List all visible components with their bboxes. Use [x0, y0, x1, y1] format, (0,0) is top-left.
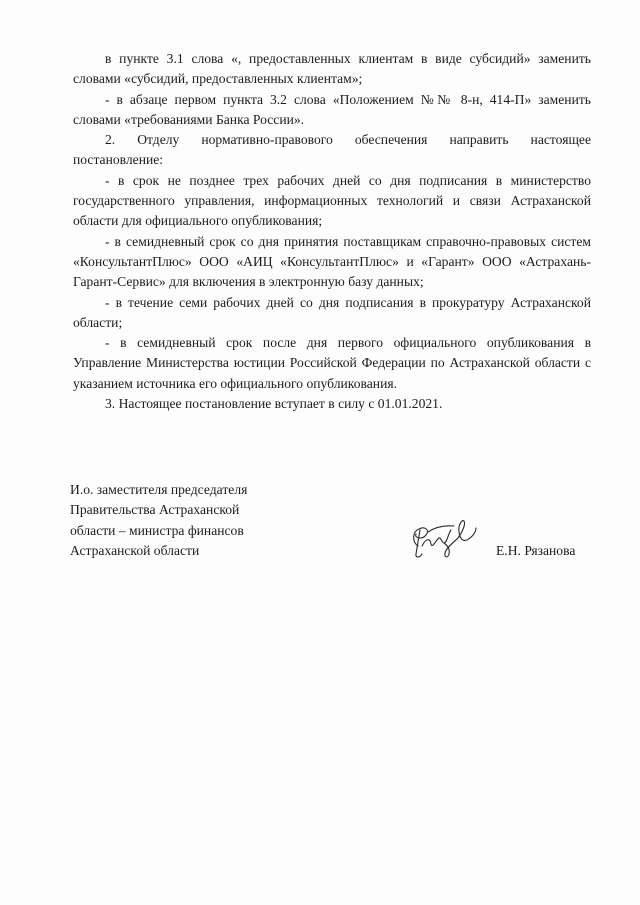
signatory-position-line: области – министра финансов	[70, 522, 244, 538]
signatory-position	[70, 480, 300, 561]
signatory-position-line: Правительства Астраханской	[70, 502, 240, 518]
paragraph-send-legal-systems: - в семидневный срок со дня принятия поставщикам справочно-правовых систем «КонсультантПлюс» ООО «АИЦ «КонсультантПлюс» и «Гарант» ООО «Астрахань-Гарант-Сервис» для включения в электронную базу данных;	[73, 233, 591, 290]
paragraph-item-3-effective-date: 3. Настоящее постановление вступает в силу с 01.01.2021.	[105, 396, 443, 412]
paragraph-amend-3-1: в пункте 3.1 слова «, предоставленных клиентам в виде субсидий» заменить словами «субсидий, предоставленных клиентам»;	[73, 51, 591, 87]
paragraph-amend-3-2: - в абзаце первом пункта 3.2 слова «Положением №№ 8-н, 414-П» заменить словами «требованиями Банка России».	[73, 91, 591, 127]
signature-stroke	[414, 528, 428, 546]
paragraph-send-prosecutor: - в течение семи рабочих дней со дня подписания в прокуратуру Астраханской области;	[73, 294, 591, 330]
signature-stroke	[458, 521, 476, 541]
signatory-position-line: Астраханской области	[70, 542, 200, 558]
signatory-position-line: И.о. заместителя председателя	[70, 482, 248, 497]
signer-name: Е.Н. Рязанова	[496, 543, 576, 558]
signature-stroke	[422, 530, 451, 546]
paragraph-item-2: 2. Отделу нормативно-правового обеспечения направить настоящее постановление:	[73, 132, 591, 168]
document-body	[73, 49, 591, 414]
paragraph-send-ministry: - в срок не позднее трех рабочих дней со дня подписания в министерство государственного управления, информационных технологий и связи Астраханской области для официального опубликования;	[73, 172, 591, 229]
paragraph-send-justice-ministry: - в семидневный срок после дня первого официального опубликования в Управление Министерства юстиции Российской Федерации по Астраханской области с указанием источника его официального опубликования.	[73, 335, 591, 391]
handwritten-signature	[404, 516, 480, 562]
signature-stroke	[416, 530, 422, 557]
